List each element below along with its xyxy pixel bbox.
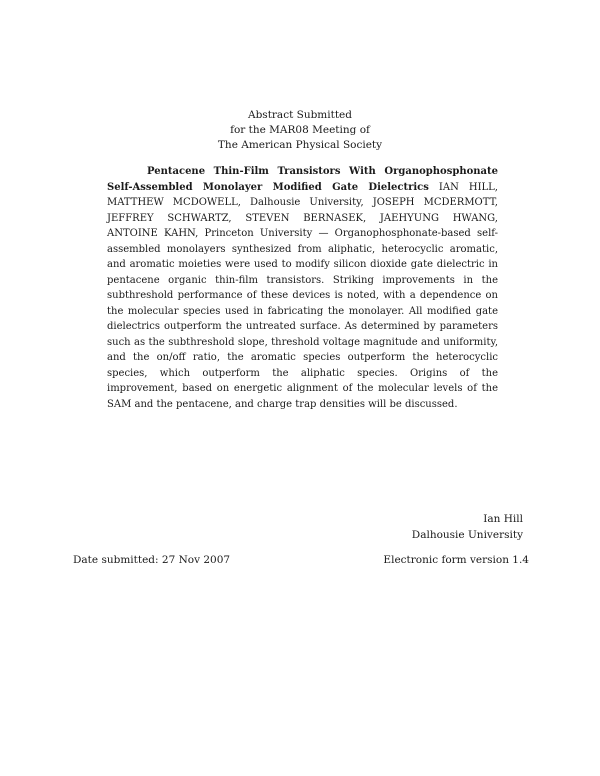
header-line-society: The American Physical Society [217,139,383,151]
header-line-meeting: for the MAR08 Meeting of [230,124,370,136]
abstract-authors: IAN HILL, MATTHEW MCDOWELL, Dalhousie University, JOSEPH MCDERMOTT, JEFFREY SCHWARTZ, STEVEN BERNASEK, JAEHYUNG HWANG, ANTOINE KAHN, Princeton University [107,181,498,239]
document-header [0,108,600,153]
abstract-paragraph [107,164,498,412]
abstract-title: Pentacene Thin-Film Transistors With Organophosphonate Self-Assembled Monolayer Modified Gate Dielectrics [107,166,498,193]
form-version: Electronic form version 1.4 [383,554,529,566]
abstract-separator: — [318,228,329,239]
date-submitted: Date submitted: 27 Nov 2007 [73,554,231,566]
abstract-body: Organophosphonate-based self-assembled monolayers synthesized from aliphatic, heterocyclic aromatic, and aromatic moieties were used to modify silicon dioxide gate dielectric in pentacene organic thin-film transistors. Striking improvements in the subthreshold performance of these devices is noted, with a dependence on the molecular species used in fabricating the monolayer. All modified gate dielectrics outperform the untreated surface. As determined by parameters such as the subthreshold slope, threshold voltage magnitude and uniformity, and the on/off ratio, the aromatic species outperform the heterocyclic species, which outperform the aliphatic species. Origins of the improvement, based on energetic alignment of the molecular levels of the SAM and the pentacene, and charge trap densities will be discussed. [107,228,498,410]
signature-affiliation: Dalhousie University [411,529,523,541]
signature-name: Ian Hill [483,513,523,525]
header-line-abstract-submitted: Abstract Submitted [248,109,352,121]
signature-block [412,511,523,543]
